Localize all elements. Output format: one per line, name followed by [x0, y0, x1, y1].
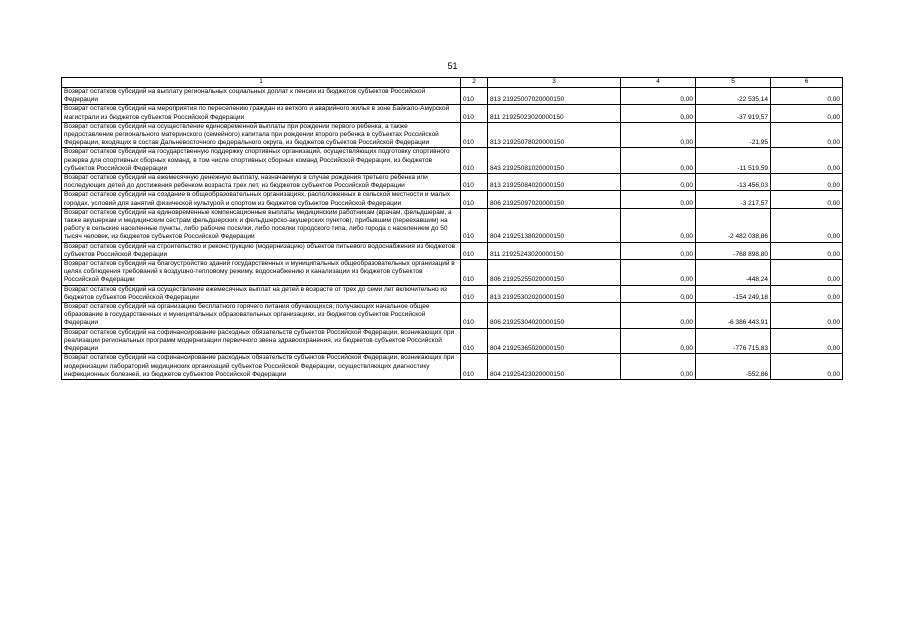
- table-row: [62, 105, 843, 122]
- row-line-code: 010: [461, 122, 488, 148]
- row-value-4: 0,00: [621, 328, 696, 354]
- row-budget-code: 813 21925078020000150: [488, 122, 621, 148]
- row-name: Возврат остатков субсидий на мероприятия по переселению граждан из ветхого и аварийного жилья в зоне Байкало-Амурской магистрали из бюджетов субъектов Российской Федерации: [62, 105, 461, 122]
- row-value-5: -552,86: [696, 354, 771, 380]
- row-name: Возврат остатков субсидий на осуществление единовременной выплаты при рождении первого ребенка, а также предоставление регионального материнского (семейного) капитала при рождении второго ребенка в субъектах Российской Федерации, входящих в состав Дальневосточного федерального округа, из бюджетов субъектов Российской Федерации: [62, 122, 461, 148]
- row-line-code: 010: [461, 285, 488, 302]
- row-budget-code: 811 21925243020000150: [488, 242, 621, 259]
- row-value-4: 0,00: [621, 354, 696, 380]
- row-value-6: 0,00: [771, 208, 843, 242]
- table-row: [62, 242, 843, 259]
- row-name: Возврат остатков субсидий на софинансирование расходных обязательств субъектов Российской Федерации, возникающих при модернизации лабораторий медицинских организаций субъектов Российской Федерации, осуществляющих диагностику инфекционных болезней, из бюджетов субъектов Российской Федерации: [62, 354, 461, 380]
- row-name: Возврат остатков субсидий на государственную поддержку спортивных организаций, осуществляющих подготовку спортивного резерва для спортивных сборных команд, в том числе спортивных сборных команд Российской Федерации, из бюджетов субъектов Российской Федерации: [62, 148, 461, 174]
- row-value-4: 0,00: [621, 260, 696, 286]
- row-value-6: 0,00: [771, 88, 843, 105]
- table-row: [62, 88, 843, 105]
- row-value-4: 0,00: [621, 208, 696, 242]
- row-value-6: 0,00: [771, 328, 843, 354]
- row-budget-code: 804 21925138020000150: [488, 208, 621, 242]
- row-line-code: 010: [461, 303, 488, 329]
- table-row: [62, 260, 843, 286]
- row-value-5: -22 535,14: [696, 88, 771, 105]
- header-cell-6: 6: [771, 78, 843, 88]
- row-value-5: -37 919,57: [696, 105, 771, 122]
- table-row: [62, 208, 843, 242]
- row-value-5: -6 386 443,91: [696, 303, 771, 329]
- table-row: [62, 148, 843, 174]
- row-value-4: 0,00: [621, 191, 696, 208]
- row-name: Возврат остатков субсидий на создание в общеобразовательных организациях, расположенных в сельской местности и малых городах, условий для занятий физической культурой и спортом из бюджетов субъектов Российской Федерации: [62, 191, 461, 208]
- row-value-4: 0,00: [621, 285, 696, 302]
- table-row: [62, 354, 843, 380]
- row-value-6: 0,00: [771, 303, 843, 329]
- row-budget-code: 804 21925365020000150: [488, 328, 621, 354]
- row-value-6: 0,00: [771, 260, 843, 286]
- row-value-6: 0,00: [771, 122, 843, 148]
- row-name: Возврат остатков субсидий на выплату региональных социальных доплат к пенсии из бюджетов субъектов Российской Федерации: [62, 88, 461, 105]
- row-budget-code: 811 21925023020000150: [488, 105, 621, 122]
- header-cell-1: 1: [62, 78, 461, 88]
- header-cell-3: 3: [488, 78, 621, 88]
- row-value-4: 0,00: [621, 174, 696, 191]
- row-value-6: 0,00: [771, 285, 843, 302]
- table-row: [62, 285, 843, 302]
- row-value-6: 0,00: [771, 191, 843, 208]
- row-line-code: 010: [461, 354, 488, 380]
- row-line-code: 010: [461, 88, 488, 105]
- row-name: Возврат остатков субсидий на благоустройство зданий государственных и муниципальных общеобразовательных организаций в целях соблюдения требований к воздушно-тепловому режиму, водоснабжению и канализации из бюджетов субъектов Российской Федерации: [62, 260, 461, 286]
- row-value-5: -2 482 038,86: [696, 208, 771, 242]
- row-value-5: -448,24: [696, 260, 771, 286]
- header-cell-4: 4: [621, 78, 696, 88]
- row-value-4: 0,00: [621, 242, 696, 259]
- row-budget-code: 804 21925423020000150: [488, 354, 621, 380]
- row-name: Возврат остатков субсидий на организацию бесплатного горячего питания обучающихся, получающих начальное общее образование в государственных и муниципальных образовательных организациях, из бюджетов субъектов Российской Федерации: [62, 303, 461, 329]
- row-value-6: 0,00: [771, 354, 843, 380]
- row-budget-code: 806 21925097020000150: [488, 191, 621, 208]
- row-value-4: 0,00: [621, 303, 696, 329]
- row-value-6: 0,00: [771, 242, 843, 259]
- row-value-4: 0,00: [621, 122, 696, 148]
- row-budget-code: 813 21925007020000150: [488, 88, 621, 105]
- row-line-code: 010: [461, 174, 488, 191]
- header-cell-2: 2: [461, 78, 488, 88]
- table-row: [62, 174, 843, 191]
- row-name: Возврат остатков субсидий на единовременные компенсационные выплаты медицинским работникам (врачам, фельдшерам, а также акушеркам и медицинским сестрам фельдшерских и фельдшерско-акушерских пунктов), прибывшим (переехавшим) на работу в сельские населенные пункты, либо рабочие поселки, либо поселки городского типа, либо города с населением до 50 тысяч человек, из бюджетов субъектов Российской Федерации: [62, 208, 461, 242]
- row-line-code: 010: [461, 191, 488, 208]
- row-value-5: -13 456,03: [696, 174, 771, 191]
- row-name: Возврат остатков субсидий на осуществление ежемесячных выплат на детей в возрасте от трех до семи лет включительно из бюджетов субъектов Российской Федерации: [62, 285, 461, 302]
- page-number: 51: [447, 61, 458, 71]
- row-value-5: -768 898,80: [696, 242, 771, 259]
- row-budget-code: 813 21925084020000150: [488, 174, 621, 191]
- header-row: [62, 78, 843, 88]
- header-cell-5: 5: [696, 78, 771, 88]
- row-budget-code: 813 21925302020000150: [488, 285, 621, 302]
- row-line-code: 010: [461, 260, 488, 286]
- table-row: [62, 303, 843, 329]
- row-value-6: 0,00: [771, 174, 843, 191]
- row-name: Возврат остатков субсидий на строительство и реконструкцию (модернизацию) объектов питьевого водоснабжения из бюджетов субъектов Российской Федерации: [62, 242, 461, 259]
- row-value-5: -776 715,83: [696, 328, 771, 354]
- row-line-code: 010: [461, 148, 488, 174]
- report-table: [61, 77, 843, 380]
- row-value-5: -3 217,57: [696, 191, 771, 208]
- row-value-6: 0,00: [771, 148, 843, 174]
- row-value-5: -154 249,18: [696, 285, 771, 302]
- row-budget-code: 806 21925255020000150: [488, 260, 621, 286]
- row-budget-code: 806 21925304020000150: [488, 303, 621, 329]
- row-line-code: 010: [461, 328, 488, 354]
- row-value-4: 0,00: [621, 148, 696, 174]
- table-row: [62, 122, 843, 148]
- row-line-code: 010: [461, 105, 488, 122]
- row-line-code: 010: [461, 208, 488, 242]
- row-value-5: -21,95: [696, 122, 771, 148]
- row-line-code: 010: [461, 242, 488, 259]
- row-value-4: 0,00: [621, 105, 696, 122]
- row-value-6: 0,00: [771, 105, 843, 122]
- row-budget-code: 843 21925081020000150: [488, 148, 621, 174]
- row-name: Возврат остатков субсидий на софинансирование расходных обязательств субъектов Российской Федерации, возникающих при реализации региональных программ модернизации первичного звена здравоохранения, из бюджетов субъектов Российской Федерации: [62, 328, 461, 354]
- table-row: [62, 328, 843, 354]
- row-value-4: 0,00: [621, 88, 696, 105]
- row-value-5: -11 519,59: [696, 148, 771, 174]
- table-row: [62, 191, 843, 208]
- row-name: Возврат остатков субсидий на ежемесячную денежную выплату, назначаемую в случае рождения третьего ребенка или последующих детей до достижения ребенком возраста трех лет, из бюджетов субъектов Российской Федерации: [62, 174, 461, 191]
